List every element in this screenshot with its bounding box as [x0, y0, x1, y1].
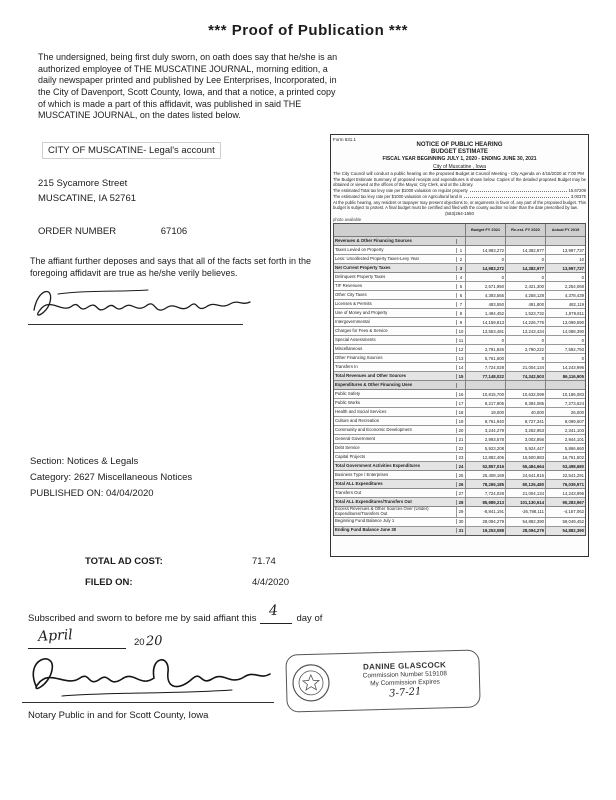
budget-row-value: 14,088,390 [562, 328, 584, 334]
budget-row-value: 59,049,452 [562, 519, 584, 525]
filed-on-label: FILED ON: [85, 577, 133, 588]
filed-on-value: 4/4/2020 [252, 577, 289, 588]
budget-row-number: 22 [457, 444, 466, 452]
budget-row-number: 27 [457, 489, 466, 497]
budget-row-value: 4,393,565 [466, 291, 506, 299]
budget-row-label: Licenses & Permits [334, 302, 457, 307]
budget-row-value: 8,727,341 [506, 417, 546, 425]
budget-table-row [334, 471, 585, 480]
budget-row-number: 5 [457, 282, 466, 290]
budget-row-value: 8,099,607 [564, 418, 584, 424]
notice-city-line: City of Muscatine , Iowa [432, 163, 487, 170]
budget-table-row [334, 426, 585, 435]
budget-row-value: 28,094,279 [466, 518, 506, 526]
budget-table-row [334, 354, 585, 363]
budget-row-value: 54,882,390 [506, 518, 546, 526]
budget-table-row [334, 462, 585, 471]
notice-meeting-line: The City Council will conduct a public hearing on the proposed Budget at Council Meeting - City Agenda on 4/16/2020 at 7:00 PM [333, 170, 584, 176]
budget-row-value: 85,989,213 [466, 498, 506, 506]
notice-header-line3: FISCAL YEAR BEGINNING JULY 1, 2020 - ENDING JUNE 30, 2021 [382, 156, 537, 163]
budget-row-number: 3 [457, 264, 466, 272]
budget-row-number: 2 [457, 255, 466, 263]
budget-row-value: 2,571,950 [466, 282, 506, 290]
budget-row-number: 31 [457, 527, 466, 535]
budget-row-label: Miscellaneous [334, 347, 457, 352]
published-notice-clipping [330, 134, 589, 557]
notary-signature-line [22, 702, 274, 703]
budget-table-row [334, 408, 585, 417]
budget-table-row [334, 264, 585, 273]
handwritten-year: 20 [145, 633, 163, 650]
budget-row-value: 2,993,578 [466, 435, 506, 443]
account-address-line2: MUSCATINE, IA 52761 [38, 193, 137, 204]
budget-row-value: 10 [579, 256, 584, 262]
budget-row-value: 482,119 [568, 301, 584, 307]
budget-row-value: 25,408,169 [466, 471, 506, 479]
sworn-statement-line [28, 602, 498, 624]
budget-row-number: 9 [457, 318, 466, 326]
budget-row-value: 14,382,977 [506, 264, 546, 272]
budget-table-row [334, 273, 585, 282]
budget-row-label: Expenditures & Other Financing Uses [334, 383, 457, 388]
budget-table-row [334, 300, 585, 309]
budget-row-value: 0 [581, 274, 584, 280]
budget-row-value: 13,553,481 [466, 327, 506, 335]
budget-row-value: 16,761,502 [562, 454, 584, 460]
budget-row-label: Revenues & Other Financing Sources [334, 239, 457, 244]
account-address-line1: 215 Sycamore Street [38, 178, 128, 189]
budget-row-number [457, 381, 466, 389]
budget-row-value: -8,841,191 [466, 507, 506, 517]
budget-row-label: Debt Service [334, 446, 457, 451]
budget-table-row [334, 444, 585, 453]
budget-row-value: 0 [506, 273, 546, 281]
budget-row-value: 14,382,977 [506, 246, 546, 254]
budget-table-col-reest: Re-est. FY 2020 [506, 224, 546, 236]
budget-row-value: 86,116,905 [562, 373, 584, 379]
budget-row-value: 80,126,480 [506, 480, 546, 488]
budget-table-row [334, 246, 585, 255]
budget-row-value: 74,342,503 [506, 372, 546, 380]
budget-table-row [334, 518, 585, 527]
budget-row-label: Total Government Activities Expenditures [334, 464, 457, 469]
budget-row-number: 30 [457, 518, 466, 526]
budget-row-label: Special Assessments [334, 338, 457, 343]
budget-row-value: 53,498,680 [562, 463, 584, 469]
budget-row-number: 21 [457, 435, 466, 443]
budget-row-label: Excess Revenues & Other Sources Over (Under) Expenditures/Transfers Out [334, 507, 457, 517]
budget-row-value: 101,130,614 [506, 498, 546, 506]
order-number-label: ORDER NUMBER [38, 226, 117, 237]
budget-table-row [334, 381, 585, 390]
budget-row-number: 19 [457, 417, 466, 425]
budget-row-value: 483,550 [466, 300, 506, 308]
budget-row-label: Other City Taxes [334, 293, 457, 298]
budget-row-value: 19,000 [466, 408, 506, 416]
budget-row-number: 20 [457, 426, 466, 434]
budget-row-value: 12,882,406 [466, 453, 506, 461]
notary-stamp-text [335, 660, 476, 701]
budget-row-value: 13,997,737 [562, 247, 584, 253]
budget-row-number: 7 [457, 300, 466, 308]
budget-row-value: 0 [506, 255, 546, 263]
notary-public-line: Notary Public in and for Scott County, Iowa [28, 710, 209, 721]
budget-row-value: 21,004,134 [506, 363, 546, 371]
account-name: CITY OF MUSCATINE- Legal's account [42, 142, 221, 159]
budget-row-value: 14,226,776 [506, 318, 546, 326]
budget-table-row [334, 363, 585, 372]
budget-row-label: Other Financing Sources [334, 356, 457, 361]
budget-row-number: 14 [457, 363, 466, 371]
budget-row-value: 7,273,624 [564, 400, 584, 406]
budget-row-number: 6 [457, 291, 466, 299]
budget-row-label: Less: Uncollected Property Taxes-Levy Year [334, 257, 457, 262]
budget-table-header-row [334, 224, 585, 237]
budget-row-label: Capital Projects [334, 455, 457, 460]
budget-row-label: Use of Money and Property [334, 311, 457, 316]
budget-table-row [334, 255, 585, 264]
budget-row-number: 17 [457, 399, 466, 407]
notice-levy-rate-regular [333, 188, 586, 193]
budget-row-value: 2,944,101 [564, 436, 584, 442]
budget-row-value: 28,094,279 [506, 527, 546, 535]
affidavit-deposes-paragraph: The affiant further deposes and says that all of the facts set forth in the foregoing affidavit are true as he/she verily believes. [30, 256, 311, 278]
notary-seal-icon [291, 662, 332, 703]
budget-row-value: 0 [466, 273, 506, 281]
budget-row-number: 23 [457, 453, 466, 461]
notice-table-body [334, 237, 585, 535]
budget-row-label: Total ALL Expenditures [334, 482, 457, 487]
budget-row-number: 11 [457, 336, 466, 344]
budget-row-value: 10,186,083 [562, 391, 584, 397]
budget-row-value: 22,541,291 [562, 472, 584, 478]
notice-form-number: Form 631.1 [333, 137, 357, 142]
notary-stamp-expires-label: My Commission Expires [370, 678, 440, 688]
budget-row-label: Public Safety [334, 392, 457, 397]
budget-row-value: 0 [581, 355, 584, 361]
printed-year-prefix: 20 [134, 637, 145, 648]
budget-row-value: 26,000 [570, 409, 584, 415]
section-line: Section: Notices & Legals [30, 456, 139, 467]
budget-row-value: 14,159,813 [466, 318, 506, 326]
budget-row-value: 55,484,664 [506, 462, 546, 470]
budget-row-label: Charges for Fees & Service [334, 329, 457, 334]
budget-table-row [334, 399, 585, 408]
budget-row-label: Total ALL Expenditures/Transfers Out [334, 500, 457, 505]
budget-row-value: 40,000 [506, 408, 546, 416]
budget-row-value: 2,341,103 [564, 427, 584, 433]
notice-levy-rate-agricultural [333, 194, 586, 199]
budget-row-value: 78,265,185 [466, 480, 506, 488]
budget-row-value: 7,724,028 [466, 363, 506, 371]
sworn-text: Subscribed and sworn to before me by said affiant this [28, 613, 257, 624]
budget-row-value: 10,815,700 [466, 390, 506, 398]
budget-row-value: 90,283,967 [562, 499, 584, 505]
budget-row-value: 0 [506, 336, 546, 344]
order-number-row [38, 226, 187, 237]
budget-row-value: 2,421,300 [506, 282, 546, 290]
budget-row-value: 4,258,128 [506, 291, 546, 299]
affiant-signature [28, 280, 258, 326]
budget-row-value: 7,592,793 [564, 346, 584, 352]
budget-table-row [334, 489, 585, 498]
budget-row-number: 16 [457, 390, 466, 398]
budget-row-value: 5,761,600 [466, 354, 506, 362]
notice-header-line2: BUDGET ESTIMATE [431, 149, 488, 156]
budget-row-value: -26,788,111 [506, 507, 546, 517]
budget-row-label: Taxes Levied on Property [334, 248, 457, 253]
budget-table-row [334, 435, 585, 444]
budget-row-value: 14,243,996 [562, 490, 584, 496]
budget-row-label: Transfers In [334, 365, 457, 370]
budget-table-row [334, 291, 585, 300]
sworn-month-line [28, 627, 163, 650]
budget-row-value: 15,500,883 [506, 453, 546, 461]
budget-row-value: 21,004,134 [506, 489, 546, 497]
budget-row-label: Total Revenues and Other Sources [334, 374, 457, 379]
budget-row-label: Delinquent Property Taxes [334, 275, 457, 280]
budget-row-label: Intergovernmental [334, 320, 457, 325]
budget-row-value [506, 237, 546, 245]
budget-table-row [334, 480, 585, 489]
budget-row-value: 14,983,272 [466, 264, 506, 272]
budget-table-row [334, 318, 585, 327]
budget-table-row [334, 390, 585, 399]
budget-row-number: 25 [457, 471, 466, 479]
handwritten-expiry-date: 3-7-21 [388, 685, 422, 700]
budget-table-col-actual: Actual FY 2019 [551, 226, 580, 232]
budget-row-value: 0 [466, 255, 506, 263]
budget-row-value: 19,253,088 [466, 527, 506, 535]
budget-row-number: 13 [457, 354, 466, 362]
affidavit-intro-paragraph: The undersigned, being first duly sworn, on oath does say that he/she is an authorized employee of THE MUSCATINE JOURNAL, morning edition, a daily newspaper printed and published by Lee Enterprises, Incorporated, in the City of Davenport, Scott County, Iowa, and that a notice, a printed copy of which is made a part of this affidavit, was published in said THE MUSCATINE JOURNAL, on the dates listed below. [38, 52, 338, 121]
budget-row-value: 1,523,732 [506, 309, 546, 317]
budget-table-row [334, 282, 585, 291]
budget-row-number: 12 [457, 345, 466, 353]
page-title: *** Proof of Publication *** [208, 22, 408, 39]
notice-phone-number: (563)264-1550 [445, 211, 474, 217]
budget-row-number: 10 [457, 327, 466, 335]
notice-photo-note: photo available [333, 217, 362, 223]
handwritten-month: April [37, 627, 74, 645]
budget-row-value: 3,002,856 [506, 435, 546, 443]
budget-row-label: Business Type / Enterprises [334, 473, 457, 478]
budget-row-value: 0 [506, 354, 546, 362]
published-on-line: PUBLISHED ON: 04/04/2020 [30, 488, 154, 499]
budget-row-label: Transfers Out [334, 491, 457, 496]
budget-table-row [334, 309, 585, 318]
levy-regular-value: 15.67209 [568, 187, 586, 193]
budget-table-row [334, 453, 585, 462]
order-number-value: 67106 [160, 226, 188, 237]
budget-estimate-table [333, 223, 586, 536]
budget-row-number [457, 237, 466, 245]
budget-row-label: Beginning Fund Balance July 1 [334, 519, 457, 524]
budget-row-value: 2,254,068 [564, 283, 584, 289]
budget-table-col-budget: Budget FY 2021 [466, 224, 506, 236]
budget-row-value: 4,378,439 [564, 292, 584, 298]
budget-row-label: Culture and Recreation [334, 419, 457, 424]
budget-row-value: 52,857,016 [466, 462, 506, 470]
budget-row-label: Community and Economic Development [334, 428, 457, 433]
budget-row-value [506, 381, 546, 389]
budget-row-value: 54,882,390 [562, 528, 584, 534]
budget-row-value: 10,632,099 [506, 390, 546, 398]
budget-row-number: 26 [457, 480, 466, 488]
notice-header-line1: NOTICE OF PUBLIC HEARING [416, 142, 503, 148]
budget-row-label: TIF Revenues [334, 284, 457, 289]
notary-stamp-commission: Commission Number 519108 [362, 670, 448, 680]
budget-row-value: 76,039,971 [562, 481, 584, 487]
levy-regular-label: The estimated Total tax levy rate per $1000 valuation on regular property [333, 187, 468, 193]
budget-row-value: 2,791,826 [466, 345, 506, 353]
budget-row-value: -4,167,062 [563, 509, 584, 515]
budget-row-value: 491,800 [506, 300, 546, 308]
budget-table-row [334, 237, 585, 246]
budget-table-row [334, 507, 585, 518]
budget-row-value: 13,243,434 [506, 327, 546, 335]
budget-row-value: 14,243,996 [562, 364, 584, 370]
budget-row-label: General Government [334, 437, 457, 442]
notice-paragraph-1: The Budget Estimate Summary of proposed receipts and expenditures is shown below. Copies of the detailed proposed Budget may be obtained or viewed at the offices of the Mayor, City Clerk, and at the Library. [333, 176, 586, 187]
budget-row-number: 8 [457, 309, 466, 317]
budget-row-value: 0 [466, 336, 506, 344]
budget-table-header-rownum [457, 224, 466, 236]
budget-row-value [466, 237, 506, 245]
budget-row-value: 13,099,590 [562, 319, 584, 325]
budget-row-value [546, 381, 585, 389]
budget-row-label: Ending Fund Balance June 30 [334, 528, 457, 533]
budget-row-value: 77,148,022 [466, 372, 506, 380]
budget-row-value: 0 [581, 337, 584, 343]
budget-row-number: 4 [457, 273, 466, 281]
notice-paragraph-2: At the public hearing, any resident or taxpayer may present objections to, or arguments in favor of, any part of the proposed budget. This budget is subject to protest. A final budget must be certified and filed with the county auditor no later than the date prescribed by law. [333, 199, 586, 210]
budget-table-row [334, 417, 585, 426]
budget-row-value: 5,866,660 [564, 445, 584, 451]
budget-row-value: 5,924,447 [506, 444, 546, 452]
affiant-signature-line [28, 324, 243, 325]
levy-ag-value: 3.00375 [570, 193, 586, 199]
total-ad-cost-value: 71.74 [252, 556, 276, 567]
notary-stamp-name: DANINE GLASCOCK [362, 660, 447, 672]
sworn-day-blank [260, 602, 292, 624]
budget-row-number: 1 [457, 246, 466, 254]
budget-row-value: 2,790,222 [506, 345, 546, 353]
budget-row-number: 29 [457, 507, 466, 517]
category-line: Category: 2627 Miscellaneous Notices [30, 472, 193, 483]
budget-row-value: 14,983,272 [466, 246, 506, 254]
budget-row-value: 8,761,940 [466, 417, 506, 425]
notary-signature [22, 648, 282, 700]
budget-row-value: 3,244,279 [466, 426, 506, 434]
sworn-day-suffix: day of [296, 613, 323, 624]
budget-table-row [334, 372, 585, 381]
budget-row-value: 13,997,727 [562, 265, 584, 271]
budget-row-label: Net Current Property Taxes [334, 266, 457, 271]
dotted-leader [464, 194, 569, 198]
budget-row-value: 24,641,816 [506, 471, 546, 479]
dotted-leader [470, 188, 567, 192]
budget-row-value [466, 381, 506, 389]
levy-ag-label: The estimated tax levy rate per $1000 valuation on Agricultural land is [333, 193, 463, 199]
budget-table-row [334, 336, 585, 345]
budget-table-row [334, 527, 585, 535]
budget-row-value: 3,262,953 [506, 426, 546, 434]
budget-row-number: 15 [457, 372, 466, 380]
budget-row-label: Public Works [334, 401, 457, 406]
budget-row-number: 18 [457, 408, 466, 416]
budget-row-value [546, 237, 585, 245]
total-ad-cost-label: TOTAL AD COST: [85, 556, 163, 567]
budget-row-value: 1,979,811 [565, 310, 584, 316]
budget-table-row [334, 345, 585, 354]
budget-row-value: 7,724,028 [466, 489, 506, 497]
notary-stamp [285, 649, 480, 712]
budget-row-value: 5,923,208 [466, 444, 506, 452]
handwritten-day: 4 [268, 602, 279, 620]
budget-row-value: 1,494,452 [466, 309, 506, 317]
budget-row-label: Health and Social Services [334, 410, 457, 415]
budget-row-value: 8,394,085 [506, 399, 546, 407]
budget-row-number: 28 [457, 498, 466, 506]
budget-row-value: 8,217,905 [466, 399, 506, 407]
budget-table-row [334, 327, 585, 336]
budget-row-number: 24 [457, 462, 466, 470]
